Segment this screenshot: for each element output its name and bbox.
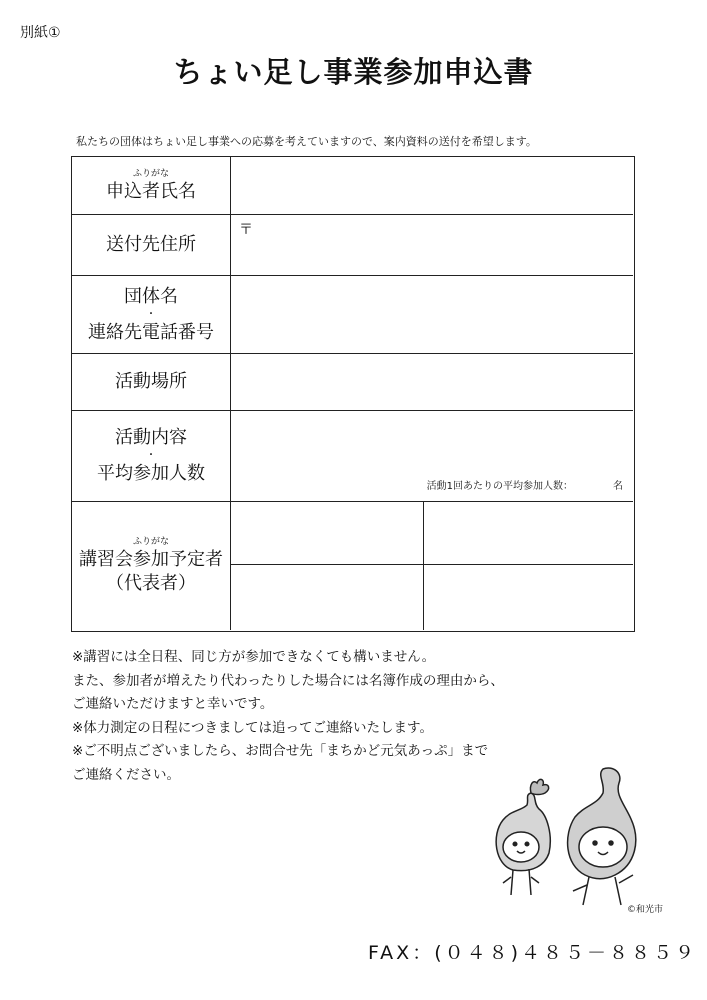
fax-number: FAX：(０４８)４８５－８８５９ — [368, 942, 698, 964]
attachment-label: 別紙① — [20, 25, 61, 41]
label-cell-group — [72, 276, 231, 353]
average-participants-unit: 名 — [613, 481, 623, 492]
label-cell-location — [72, 354, 231, 410]
postal-mark: 〒 — [239, 222, 253, 238]
activity-content-label: 活動内容 — [115, 427, 187, 448]
application-form — [71, 156, 635, 632]
furigana-label: ふりがな — [132, 168, 169, 179]
contact-phone-label: 連絡先電話番号 — [88, 321, 214, 343]
group-name-label: 団体名 — [124, 285, 178, 307]
label-cell-trainees — [72, 502, 231, 630]
average-participants-note — [427, 477, 623, 492]
group-phone-field[interactable] — [231, 276, 633, 353]
activity-location-field[interactable] — [231, 354, 633, 410]
note-line: また、参加者が増えたり代わったりした場合には名簿作成の理由から、 — [72, 672, 504, 689]
note-line: ※体力測定の日程につきましては追ってご連絡いたします。 — [72, 719, 433, 736]
trainees-label: 講習会参加予定者 — [79, 549, 223, 570]
separator-dot: ・ — [146, 450, 156, 461]
row-activity — [72, 411, 633, 502]
label-cell-address — [72, 215, 231, 275]
intro-text: 私たちの団体はちょい足し事業への応募を考えていますので、案内資料の送付を希望します。 — [76, 135, 537, 148]
trainees-grid — [231, 502, 633, 630]
representative-label: （代表者） — [106, 573, 196, 594]
activity-location-label: 活動場所 — [115, 371, 187, 392]
trainee-field-3[interactable] — [231, 565, 424, 630]
applicant-name-label: 申込者氏名 — [106, 180, 196, 202]
mascot-large — [568, 768, 636, 905]
average-participants-text: 活動1回あたりの平均参加人数： — [426, 481, 573, 492]
page-title: ちょい足し事業参加申込書 — [173, 55, 534, 89]
copyright-text: ©和光市 — [627, 905, 664, 915]
average-participants-label: 平均参加人数 — [97, 463, 205, 484]
row-trainees — [72, 502, 633, 630]
address-label: 送付先住所 — [106, 234, 196, 255]
address-field[interactable] — [231, 215, 633, 275]
mascot-small — [496, 779, 550, 895]
activity-content-field[interactable] — [231, 411, 633, 501]
label-cell-activity — [72, 411, 231, 501]
trainee-field-1[interactable] — [231, 502, 424, 565]
row-applicant — [72, 157, 633, 215]
separator-dot: ・ — [146, 308, 156, 320]
furigana-label: ふりがな — [132, 537, 169, 547]
label-cell-applicant — [72, 157, 231, 214]
row-address — [72, 215, 633, 276]
row-group — [72, 276, 633, 354]
note-line: ※ご不明点ございましたら、お問合せ先「まちかど元気あっぷ」まで — [72, 743, 489, 759]
trainee-field-2[interactable] — [424, 502, 633, 565]
mascot-illustration — [485, 765, 675, 915]
note-line: ご連絡ください。 — [72, 766, 180, 783]
applicant-name-field[interactable] — [231, 157, 633, 214]
note-line: ご連絡いただけますと幸いです。 — [72, 696, 274, 712]
row-location — [72, 354, 633, 411]
notes-block — [72, 646, 504, 787]
note-line: ※講習には全日程、同じ方が参加できなくても構いません。 — [72, 649, 436, 665]
trainee-field-4[interactable] — [424, 565, 633, 630]
